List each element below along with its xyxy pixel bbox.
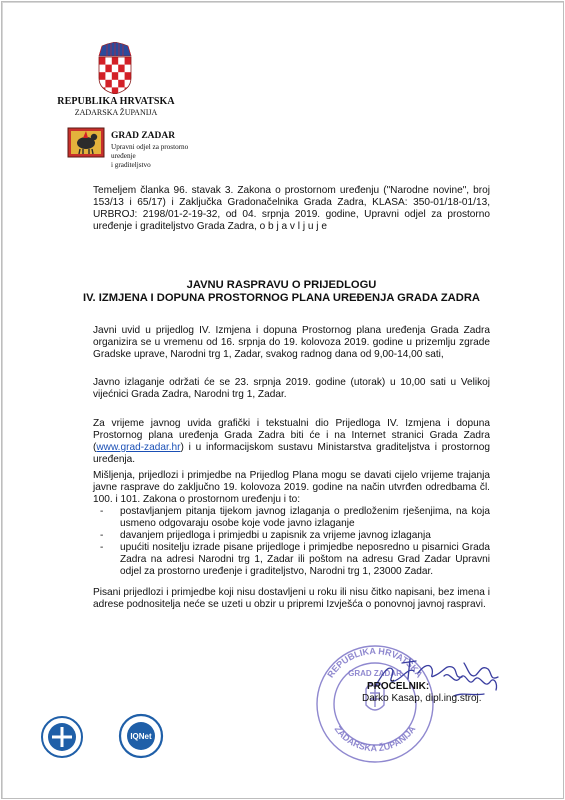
city-name: GRAD ZADAR [111,131,176,141]
department-line-2: i graditeljstvo [111,161,151,169]
signatory-name: Darko Kasap, dipl.ing.stroj. [362,693,482,704]
zadar-city-crest-icon [67,127,105,158]
department-name [111,143,211,170]
list-item [93,542,490,578]
stamp-bottom-text: ZADARSKA ŽUPANIJA [332,724,418,754]
country-name: REPUBLIKA HRVATSKA [57,96,175,107]
stamp-mid-text: GRAD ZADAR [348,669,402,678]
submissions-paragraph: Mišljenja, prijedlozi i primjedbe na Prijedlog Plana mogu se davati cijelo vrijeme trajanja javne rasprave do zaključno 19. kolovoza 2019. godine na način utvrđen odredbama čl. 100. i 101. Zakona o prostornom uređenju i to: [93,470,490,505]
city-website-link[interactable]: www.grad-zadar.hr [96,441,181,453]
list-item-text: davanjem prijedloga i primjedbi u zapisnik za vrijeme javnog izlaganja [120,529,431,541]
quality-certification-logo-icon [40,715,84,759]
shield-square [125,72,131,80]
online-display-paragraph [93,418,490,466]
list-dash: - [100,529,104,541]
shield-square [125,87,131,94]
title-line-2: IV. IZMJENA I DOPUNA PROSTORNOG PLANA UREĐENJA GRADA ZADRA [83,291,480,304]
late-submissions-paragraph: Pisani prijedlozi i primjedbe koji nisu dostavljeni u roku ili nisu čitko napisani, bez imena i adrese podnositelja neće se uzeti u obzir u pripremi Izvješća o ponovnoj javnoj raspravi. [93,587,490,610]
public-presentation-paragraph: Javno izlaganje održati će se 23. srpnja 2019. godine (utorak) u 10,00 sati u Velikoj vijećnici Grada Zadra, Narodni trg 1, Zadar. [93,377,490,400]
shield-square [99,57,105,65]
croatia-coat-of-arms-icon [98,42,132,94]
online-display-text-b: ) i u informacijskom sustavu Ministarstva graditeljstva i prostornog uređenja. [93,441,490,465]
list-dash: - [100,506,104,517]
shield-square [125,57,131,65]
list-dash: - [100,541,104,553]
shield-square [118,65,124,73]
intro-paragraph: Temeljem članka 96. stavak 3. Zakona o prostornom uređenju ("Narodne novine", broj 153/13 i 65/17) i Zaključka Gradonačelnika Grada Zadra, KLASA: 350-01/18-01/13, URBROJ: 2198/01-2-19-32, od 04. srpnja 2019. godine, Upravni odjel za prostorno uređenje i graditeljstvo Grada Zadra, o b j a v l j u j e [93,185,490,232]
shield-square [118,80,124,88]
iqnet-certification-logo-icon [118,713,164,759]
public-inspection-paragraph: Javni uvid u prijedlog IV. Izmjena i dopuna Prostornog plana uređenja Grada Zadra organizira se u vremenu od 16. srpnja do 19. kolovoza 2019. godine u prizemlju zgrade Gradske uprave, Narodni trg 1, Zadar, svakog radnog dana od 9,00-14,00 sati, [93,325,490,360]
submission-methods-list [93,506,490,577]
title-line-1: JAVNU RASPRAVU O PRIJEDLOGU [186,279,377,291]
shield-square [112,57,118,65]
department-line-1: Upravni odjel za prostorno uređenje [111,143,189,160]
list-item-text: upućiti nositelju izrade pisane prijedloge i primjedbe neposredno u pisarnici Grada Zadra na adresi Narodni trg 1, Zadar ili poštom na adresu Grad Zadar Upravni odjel za prostorno uređenje i graditeljstvo, Narodni trg 1, 23000 Zadar. [120,541,490,577]
shield-square [99,72,105,80]
list-item-text: postavljanjem pitanja tijekom javnog izlaganja o predloženim rješenjima, na koja usmeno odgovaraju osobe koje vode javno izlaganje [120,506,490,529]
shield-square [105,65,111,73]
online-display-text-a: Za vrijeme javnog uvida grafički i tekstualni dio Prijedloga IV. Izmjena i dopuna Prostornog plana uređenja Grada Zadra biti će i na Internet stranici Grada Zadra ( [93,418,490,453]
shield-square [99,87,105,94]
document-title [60,279,503,304]
signatory-title: PROČELNIK: [367,681,430,692]
list-item [93,530,490,542]
iqnet-label: IQNet [130,732,152,741]
shield-square [105,80,111,88]
shield-square [112,72,118,80]
county-name: ZADARSKA ŽUPANIJA [74,108,158,117]
stamp-top-text: REPUBLIKA HRVATSKA [325,645,425,680]
list-item [93,506,490,530]
